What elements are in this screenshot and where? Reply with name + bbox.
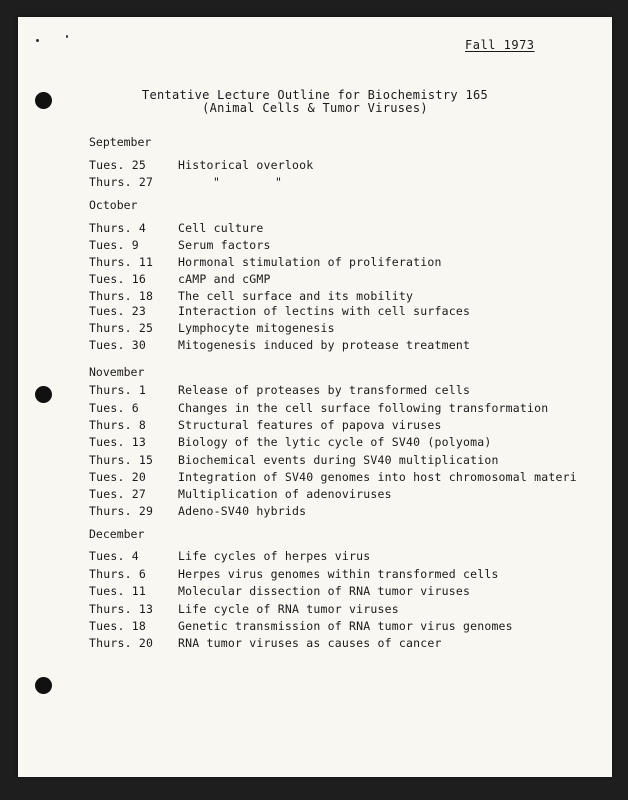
document-title: Tentative Lecture Outline for Biochemistry 165 — [141, 88, 489, 102]
lecture-date: Thurs. 15 — [89, 453, 154, 467]
lecture-row — [89, 238, 271, 252]
document-date: Fall 1973 — [465, 38, 535, 52]
lecture-topic: Interaction of lectins with cell surfaces — [178, 304, 471, 318]
lecture-date: Thurs. 8 — [89, 418, 146, 432]
lecture-topic: Herpes virus genomes within transformed cells — [178, 567, 499, 581]
document-page — [18, 17, 612, 777]
lecture-row — [89, 255, 442, 269]
lecture-topic: Lymphocyte mitogenesis — [178, 321, 335, 335]
lecture-topic: Biology of the lytic cycle of SV40 (polyoma) — [178, 435, 492, 449]
lecture-date: Tues. 18 — [89, 619, 146, 633]
lecture-row — [89, 383, 470, 397]
lecture-date: Tues. 16 — [89, 272, 146, 286]
lecture-row — [89, 304, 470, 318]
lecture-topic: Structural features of papova viruses — [178, 418, 442, 432]
lecture-row — [89, 584, 470, 598]
lecture-topic: Life cycles of herpes virus — [178, 549, 371, 563]
lecture-row — [89, 435, 491, 449]
lecture-row — [89, 487, 392, 501]
lecture-date: Thurs. 27 — [89, 175, 154, 189]
lecture-date: Tues. 25 — [89, 158, 146, 172]
lecture-row — [89, 636, 442, 650]
lecture-date: Thurs. 18 — [89, 289, 154, 303]
lecture-row — [89, 619, 513, 633]
lecture-topic: Mitogenesis induced by protease treatment — [178, 338, 471, 352]
lecture-row — [89, 470, 577, 484]
month-heading: December — [89, 527, 145, 541]
lecture-topic: Hormonal stimulation of proliferation — [178, 255, 442, 269]
lecture-topic: Integration of SV40 genomes into host chromosomal materi — [178, 470, 577, 484]
binder-hole — [35, 386, 52, 403]
lecture-topic: The cell surface and its mobility — [178, 289, 414, 303]
lecture-topic: cAMP and cGMP — [178, 272, 271, 286]
lecture-date: Tues. 27 — [89, 487, 146, 501]
lecture-topic: Serum factors — [178, 238, 271, 252]
lecture-date: Thurs. 11 — [89, 255, 154, 269]
lecture-date: Tues. 20 — [89, 470, 146, 484]
lecture-date: Tues. 11 — [89, 584, 146, 598]
lecture-row — [89, 338, 470, 352]
lecture-topic: Multiplication of adenoviruses — [178, 487, 392, 501]
document-subtitle: (Animal Cells & Tumor Viruses) — [202, 101, 428, 115]
lecture-date: Thurs. 29 — [89, 504, 154, 518]
lecture-date: Thurs. 4 — [89, 221, 146, 235]
ditto-mark: " — [275, 175, 283, 189]
month-heading: September — [89, 135, 152, 149]
lecture-topic: Molecular dissection of RNA tumor viruses — [178, 584, 471, 598]
lecture-topic: Changes in the cell surface following transformation — [178, 401, 549, 415]
lecture-row — [89, 221, 263, 235]
lecture-row — [89, 175, 283, 189]
lecture-topic: Release of proteases by transformed cells — [178, 383, 471, 397]
lecture-topic: Cell culture — [178, 221, 264, 235]
month-heading: November — [89, 365, 145, 379]
lecture-date: Tues. 6 — [89, 401, 139, 415]
lecture-row — [89, 504, 306, 518]
binder-hole — [35, 677, 52, 694]
lecture-topic: Biochemical events during SV40 multiplication — [178, 453, 499, 467]
lecture-row — [89, 418, 442, 432]
lecture-row — [89, 272, 271, 286]
lecture-date: Tues. 23 — [89, 304, 146, 318]
lecture-row — [89, 549, 370, 563]
lecture-row — [89, 289, 413, 303]
lecture-topic: RNA tumor viruses as causes of cancer — [178, 636, 442, 650]
lecture-date: Tues. 4 — [89, 549, 139, 563]
lecture-date: Thurs. 25 — [89, 321, 154, 335]
lecture-row — [89, 453, 499, 467]
lecture-topic: Adeno-SV40 hybrids — [178, 504, 307, 518]
lecture-row — [89, 321, 335, 335]
lecture-topic: Historical overlook — [178, 158, 314, 172]
lecture-date: Thurs. 13 — [89, 602, 154, 616]
lecture-date: Tues. 30 — [89, 338, 146, 352]
month-heading: October — [89, 198, 138, 212]
lecture-date: Tues. 9 — [89, 238, 139, 252]
lecture-row — [89, 567, 499, 581]
lecture-date: Tues. 13 — [89, 435, 146, 449]
lecture-row — [89, 158, 313, 172]
lecture-date: Thurs. 1 — [89, 383, 146, 397]
lecture-date: Thurs. 20 — [89, 636, 154, 650]
lecture-topic: Genetic transmission of RNA tumor virus genomes — [178, 619, 513, 633]
ditto-mark: " — [213, 175, 221, 189]
lecture-row — [89, 401, 548, 415]
lecture-row — [89, 602, 399, 616]
lecture-date: Thurs. 6 — [89, 567, 146, 581]
lecture-topic: Life cycle of RNA tumor viruses — [178, 602, 399, 616]
